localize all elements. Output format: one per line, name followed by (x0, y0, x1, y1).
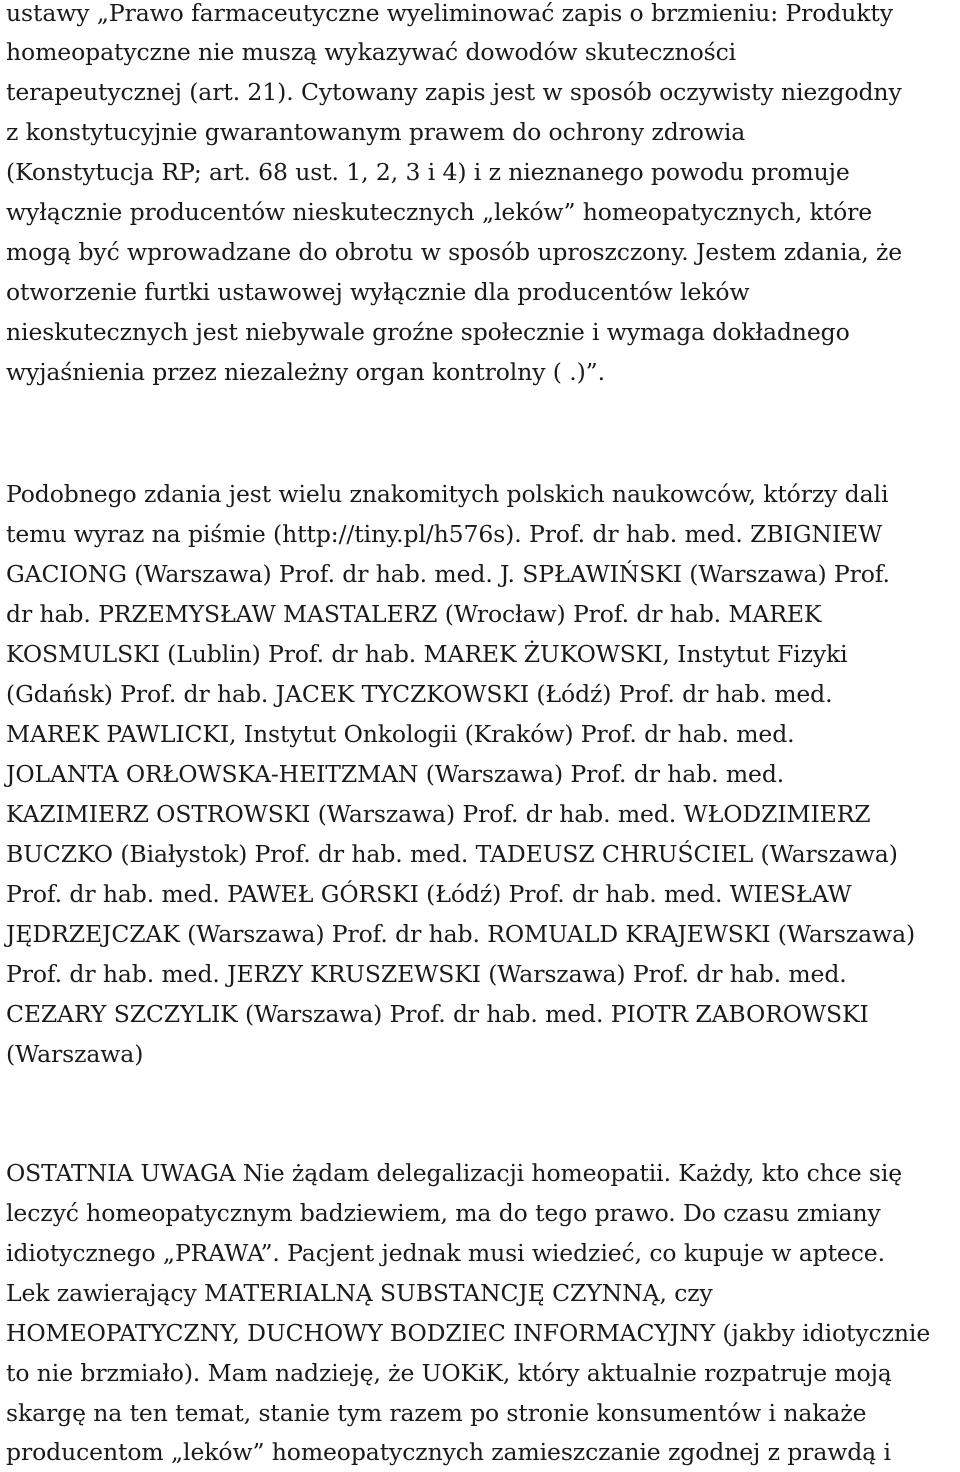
text-line: (Gdańsk) Prof. dr hab. JACEK TYCZKOWSKI (Łódź) Prof. dr hab. med. (6, 680, 833, 708)
text-line: JOLANTA ORŁOWSKA-HEITZMAN (Warszawa) Prof. dr hab. med. (6, 760, 785, 788)
text-line: skargę na ten temat, stanie tym razem po stronie konsumentów i nakaże (6, 1399, 867, 1427)
text-line: BUCZKO (Białystok) Prof. dr hab. med. TADEUSZ CHRUŚCIEL (Warszawa) (6, 840, 898, 868)
text-line: ustawy „Prawo farmaceutyczne wyeliminować zapis o brzmieniu: Produkty (6, 0, 893, 27)
text-line: temu wyraz na piśmie (http://tiny.pl/h576s). Prof. dr hab. med. ZBIGNIEW (6, 520, 883, 548)
text-line: KAZIMIERZ OSTROWSKI (Warszawa) Prof. dr hab. med. WŁODZIMIERZ (6, 800, 871, 828)
text-line: terapeutycznej (art. 21). Cytowany zapis jest w sposób oczywisty niezgodny (6, 78, 902, 106)
text-line: nieskutecznych jest niebywale groźne społecznie i wymaga dokładnego (6, 318, 850, 346)
text-line: Lek zawierający MATERIALNĄ SUBSTANCJĘ CZYNNĄ, czy (6, 1279, 713, 1307)
text-line: otworzenie furtki ustawowej wyłącznie dla producentów leków (6, 278, 750, 306)
text-line: GACIONG (Warszawa) Prof. dr hab. med. J. SPŁAWIŃSKI (Warszawa) Prof. (6, 560, 890, 588)
text-line: CEZARY SZCZYLIK (Warszawa) Prof. dr hab. med. PIOTR ZABOROWSKI (6, 1000, 869, 1028)
text-line: z konstytucyjnie gwarantowanym prawem do ochrony zdrowia (6, 118, 746, 146)
text-line: HOMEOPATYCZNY, DUCHOWY BODZIEC INFORMACYJNY (jakby idiotycznie (6, 1319, 931, 1347)
text-line: (Warszawa) (6, 1040, 144, 1068)
text-line: leczyć homeopatycznym badziewiem, ma do tego prawo. Do czasu zmiany (6, 1199, 881, 1227)
text-line: dr hab. PRZEMYSŁAW MASTALERZ (Wrocław) Prof. dr hab. MAREK (6, 600, 822, 628)
text-line: (Konstytucja RP; art. 68 ust. 1, 2, 3 i 4) i z nieznanego powodu promuje (6, 158, 850, 186)
text-line: MAREK PAWLICKI, Instytut Onkologii (Kraków) Prof. dr hab. med. (6, 720, 795, 748)
text-line: mogą być wprowadzane do obrotu w sposób uproszczony. Jestem zdania, że (6, 238, 903, 266)
text-line: producentom „leków” homeopatycznych zamieszczanie zgodnej z prawdą i (6, 1438, 891, 1466)
text-line: wyjaśnienia przez niezależny organ kontrolny ( .)”. (6, 358, 605, 386)
text-line: homeopatyczne nie muszą wykazywać dowodów skuteczności (6, 38, 737, 66)
text-line: Prof. dr hab. med. JERZY KRUSZEWSKI (Warszawa) Prof. dr hab. med. (6, 960, 847, 988)
text-line: wyłącznie producentów nieskutecznych „leków” homeopatycznych, które (6, 198, 873, 226)
text-line: Prof. dr hab. med. PAWEŁ GÓRSKI (Łódź) Prof. dr hab. med. WIESŁAW (6, 880, 852, 908)
text-line: KOSMULSKI (Lublin) Prof. dr hab. MAREK ŻUKOWSKI, Instytut Fizyki (6, 640, 848, 668)
text-line: to nie brzmiało). Mam nadzieję, że UOKiK, który aktualnie rozpatruje moją (6, 1359, 892, 1387)
text-line: Podobnego zdania jest wielu znakomitych polskich naukowców, którzy dali (6, 480, 889, 508)
text-line: JĘDRZEJCZAK (Warszawa) Prof. dr hab. ROMUALD KRAJEWSKI (Warszawa) (6, 920, 916, 948)
text-line: OSTATNIA UWAGA Nie żądam delegalizacji homeopatii. Każdy, kto chce się (6, 1159, 903, 1187)
text-line: idiotycznego „PRAWA”. Pacjent jednak musi wiedzieć, co kupuje w aptece. (6, 1239, 885, 1267)
